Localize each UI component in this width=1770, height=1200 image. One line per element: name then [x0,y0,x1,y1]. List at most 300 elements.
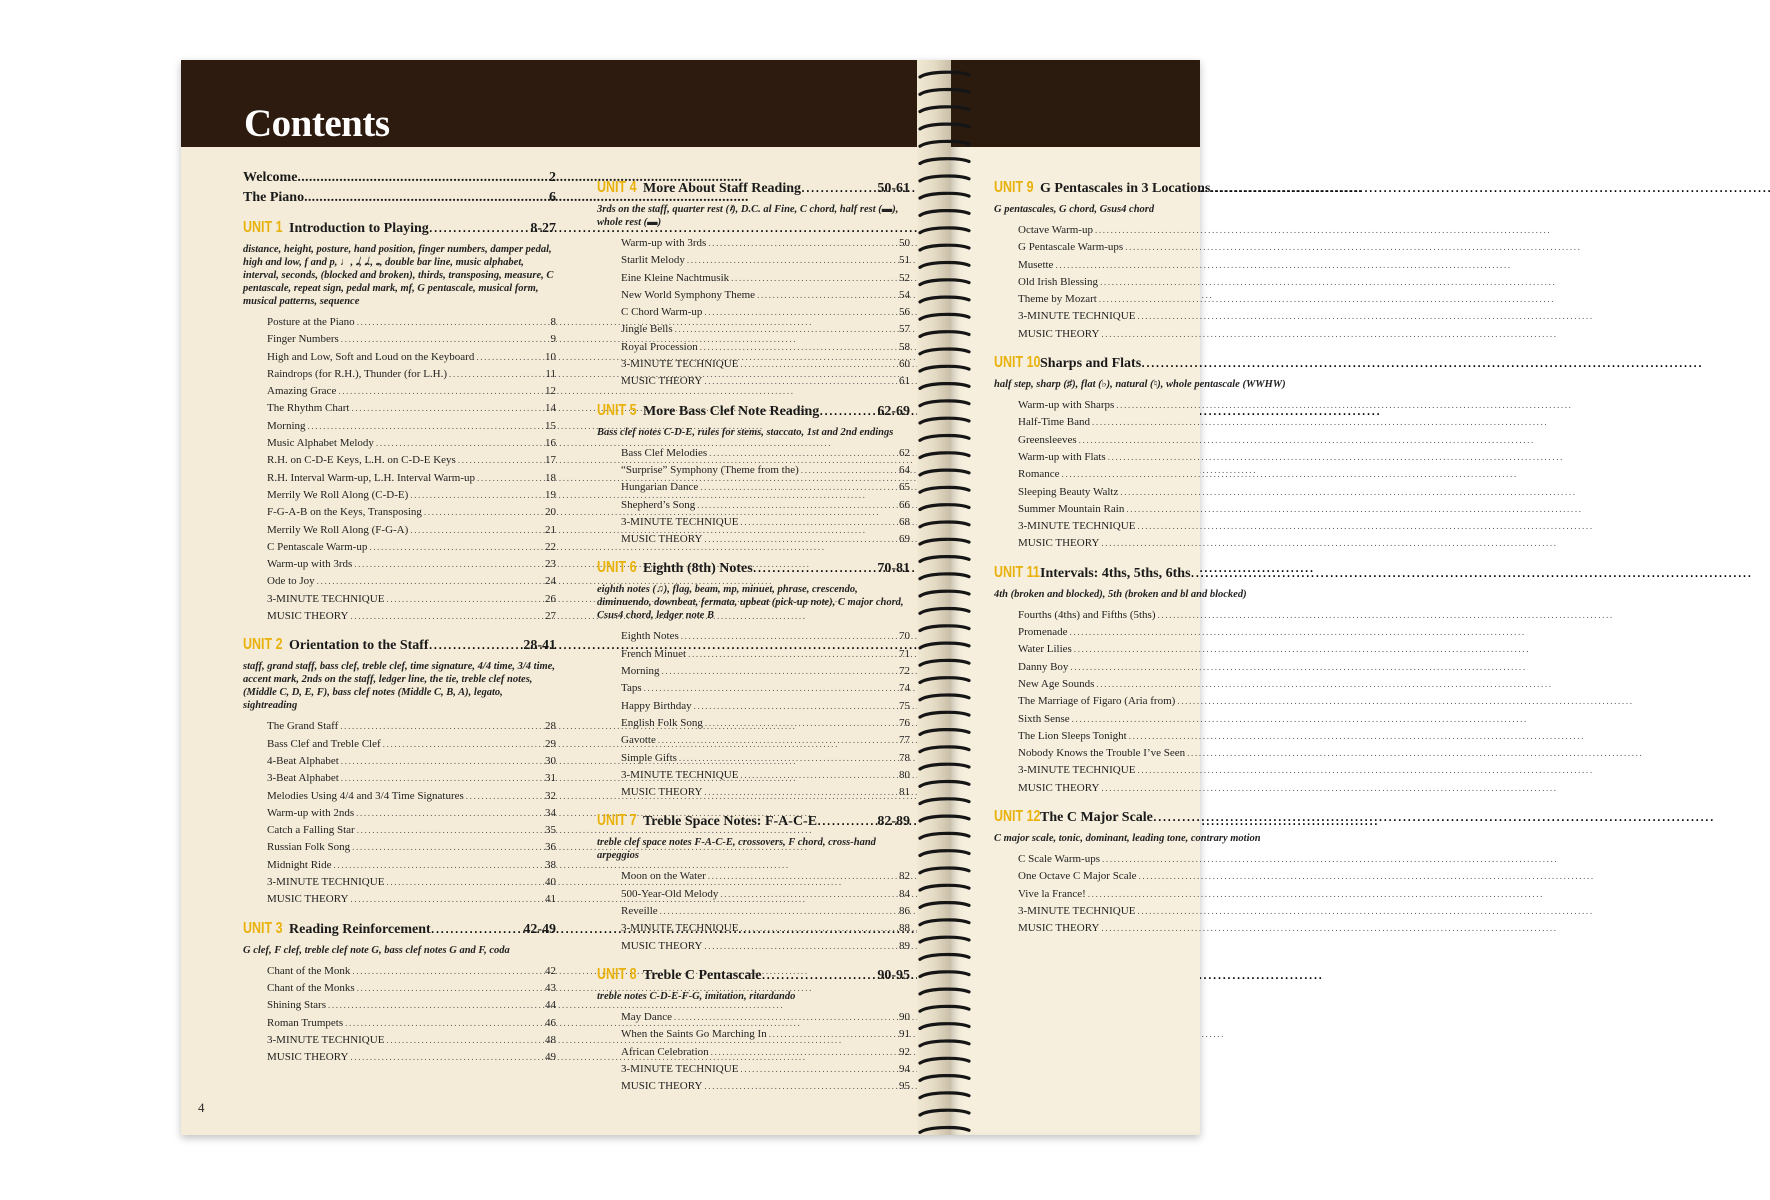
contents-item[interactable] [1018,695,1324,712]
contents-item[interactable] [1018,713,1324,730]
item-title: Warm-up with Flats [1018,450,1106,463]
spiral-binding [917,60,977,1135]
contents-item[interactable] [267,558,556,575]
unit-heading[interactable] [994,354,1324,376]
dot-leader [718,889,899,899]
unit-pages: 8-27 [530,221,556,236]
contents-item[interactable] [1018,678,1324,695]
dot-leader [1100,854,1324,864]
item-title: Bass Clef and Treble Clef [267,737,381,750]
item-title: MUSIC THEORY [267,1051,349,1064]
contents-item[interactable] [267,524,556,541]
dot-leader [384,594,545,604]
dot-leader [801,179,877,197]
item-title: 3-Beat Alphabet [267,772,339,785]
contents-item[interactable] [621,665,910,682]
dot-leader [761,966,877,984]
item-page: 62 [899,446,910,459]
dot-leader [1072,644,1324,654]
contents-item[interactable] [621,323,910,340]
dot-leader [695,500,899,510]
contents-item[interactable] [267,454,556,471]
spiral-coil [920,972,969,977]
contents-item[interactable] [621,1063,910,1080]
item-page: 27 [545,610,556,623]
dot-leader [1098,277,1324,287]
item-page: 18 [545,471,556,484]
spiral-coil [920,1024,969,1029]
item-page: 89 [899,939,910,952]
item-title: MUSIC THEORY [621,939,703,952]
item-title: MUSIC THEORY [621,533,703,546]
contents-item[interactable] [267,368,556,385]
dot-leader [348,894,545,904]
contents-item[interactable] [1018,764,1324,781]
spiral-coil [920,193,969,198]
item-title: Warm-up with 3rds [621,237,707,249]
contents-item[interactable] [267,333,556,350]
top-entry[interactable] [243,170,556,190]
contents-item[interactable] [1018,224,1324,241]
contents-item[interactable] [1018,661,1324,678]
unit-item-list [994,399,1324,555]
item-title: African Celebration [621,1045,709,1058]
dot-leader [1068,662,1324,672]
dot-leader [1135,906,1324,916]
unit-label: UNIT 8 [597,965,637,983]
item-page: 26 [545,592,556,605]
dot-leader [315,576,545,586]
item-page: 32 [545,789,556,802]
contents-item[interactable] [267,489,556,506]
item-title: Merrily We Roll Along (F-G-A) [267,523,409,536]
contents-item[interactable] [1018,259,1324,276]
contents-item[interactable] [621,1046,910,1063]
contents-item[interactable] [1018,609,1324,626]
item-title: Sleeping Beauty Waltz [1018,485,1119,498]
contents-item[interactable] [1018,399,1324,416]
unit-title: More About Staff Reading [643,181,802,196]
contents-item[interactable] [621,499,910,516]
item-title: MUSIC THEORY [621,1080,703,1093]
spiral-coil [920,1058,969,1063]
contents-item[interactable] [1018,643,1324,660]
item-page: 60 [899,358,910,371]
dot-leader [474,352,545,362]
contents-item[interactable] [267,541,556,558]
contents-item[interactable] [1018,537,1324,554]
dot-leader [709,1047,899,1057]
item-title: 3-MINUTE TECHNIQUE [621,922,739,935]
spiral-coil [920,228,969,233]
right-header-band [951,60,1200,147]
dot-leader [456,455,545,465]
item-page: 22 [545,540,556,553]
dot-leader [348,611,545,621]
contents-item[interactable] [621,1080,910,1097]
unit-label: UNIT 7 [597,812,637,830]
item-page: 14 [545,402,556,415]
dot-leader [1086,889,1324,899]
contents-item[interactable] [1018,870,1324,887]
item-title: Moon on the Water [621,870,706,883]
unit-heading[interactable] [994,808,1324,830]
contents-item[interactable] [267,755,556,772]
contents-item[interactable] [267,772,556,789]
contents-item[interactable] [267,965,556,982]
unit-title: Orientation to the Staff [289,638,429,654]
dot-leader [679,631,899,641]
unit-pages: 42-49 [523,921,556,937]
unit-heading[interactable] [597,559,910,581]
unit-heading[interactable] [243,920,556,942]
dot-leader [1090,417,1324,427]
unit-concepts: treble clef space notes F-A-C-E, crossovers, F chord, cross-hand arpeggios [597,837,876,862]
contents-column-3 [994,170,1324,944]
item-page: 90 [899,1010,910,1023]
item-title: Gavotte [621,734,656,747]
dot-leader [1053,260,1324,270]
dot-leader [1123,242,1324,252]
dot-leader [1060,469,1324,479]
contents-item[interactable] [1018,468,1324,485]
spiral-coil [920,730,969,735]
contents-item[interactable] [621,752,910,769]
spiral-coil [920,989,969,994]
contents-item[interactable] [1018,730,1324,747]
unit-concepts: G pentascales, G chord, Gsus4 chord [994,204,1155,215]
contents-item[interactable] [621,306,910,323]
dot-leader [1099,923,1324,933]
top-entry[interactable] [243,190,556,210]
contents-item[interactable] [621,940,910,957]
spiral-coil [920,816,969,821]
spiral-coil [920,643,969,648]
contents-item[interactable] [621,922,910,939]
item-page: 41 [545,893,556,906]
contents-item[interactable] [621,237,910,254]
contents-item[interactable] [267,575,556,592]
dot-leader [1135,311,1324,321]
dot-leader [738,923,899,933]
spiral-coil [920,678,969,683]
contents-item[interactable] [621,516,910,533]
item-page: 82 [899,870,910,883]
item-page: 44 [545,999,556,1012]
contents-item[interactable] [621,682,910,699]
item-title: Russian Folk Song [267,841,351,854]
contents-item[interactable] [267,841,556,858]
item-title: Taps [621,682,642,695]
contents-item[interactable] [1018,241,1324,258]
contents-item[interactable] [1018,451,1324,468]
unit-heading[interactable] [597,179,910,201]
contents-item[interactable] [1018,486,1324,503]
contents-item[interactable] [1018,416,1324,433]
dot-leader [702,376,899,386]
contents-item[interactable] [1018,888,1324,905]
dot-leader [1135,765,1324,775]
unit-heading[interactable] [994,179,1324,201]
spiral-coil [920,920,969,925]
unit-label: UNIT 11 [994,563,1040,581]
item-title: Morning [267,419,306,432]
item-page: 86 [899,905,910,918]
item-title: Catch a Falling Star [267,824,355,837]
item-page: 30 [545,754,556,767]
dot-leader [306,421,546,431]
unit-pages: 70-81 [877,561,910,577]
page-title: Contents [244,102,390,145]
unit-heading[interactable] [243,219,556,241]
item-page: 69 [899,533,910,546]
dot-leader [1114,400,1324,410]
dot-leader [431,920,524,938]
item-title: MUSIC THEORY [1018,327,1100,340]
spiral-coil [920,1093,969,1098]
dot-leader [1153,808,1324,826]
contents-item[interactable] [1018,922,1324,939]
item-title: Romance [1018,468,1060,481]
item-page: 80 [899,768,910,781]
contents-item[interactable] [621,375,910,392]
item-title: High and Low, Soft and Loud on the Keyboard [267,350,475,363]
item-page: 28 [545,720,556,733]
dot-leader [1093,225,1324,235]
contents-item[interactable] [267,738,556,755]
contents-item[interactable] [1018,853,1324,870]
contents-item[interactable] [621,786,910,803]
contents-item[interactable] [621,447,910,464]
spiral-coil [920,72,969,77]
spiral-coil [920,1128,969,1133]
contents-item[interactable] [267,437,556,454]
item-title: Vive la France! [1018,887,1086,900]
item-title: Shining Stars [267,999,326,1012]
unit-concepts: treble notes C-D-E-F-G, imitation, ritardando [597,990,796,1002]
contents-item[interactable] [621,870,910,887]
top-entry-title: Welcome [243,170,298,185]
item-title: Raindrops (for R.H.), Thunder (for L.H.) [267,367,448,380]
unit-title: Treble C Pentascale [643,967,762,983]
contents-item[interactable] [621,289,910,306]
unit-heading[interactable] [994,564,1324,586]
contents-item[interactable] [267,790,556,807]
item-page: 74 [899,682,910,695]
unit-pages: 50-61 [877,181,910,196]
page-number: 4 [198,1100,205,1115]
item-page: 57 [899,323,910,336]
contents-item[interactable] [1018,434,1324,451]
contents-item[interactable] [267,420,556,437]
dot-leader [1099,783,1324,793]
contents-item[interactable] [267,506,556,523]
item-title: Octave Warm-up [1018,224,1093,236]
dot-leader [475,473,545,483]
contents-item[interactable] [1018,520,1324,537]
contents-item[interactable] [621,481,910,498]
contents-item[interactable] [621,905,910,922]
item-title: Sixth Sense [1018,712,1070,725]
spiral-coil-graphic [917,60,977,1135]
dot-leader [1137,871,1324,881]
spiral-coil [920,263,969,268]
item-page: 31 [545,772,556,785]
contents-item[interactable] [1018,276,1324,293]
contents-item[interactable] [621,700,910,717]
unit-concepts: 4th (broken and blocked), 5th (broken and bl and blocked) [994,588,1247,600]
dot-leader [819,402,877,420]
contents-item[interactable] [1018,310,1324,327]
unit-concepts: 3rds on the staff, quarter rest (𝄽), D.C. al Fine, C chord, half rest (▬), whole rest (▬) [597,204,899,228]
item-page: 65 [899,481,910,494]
item-page: 58 [899,340,910,353]
contents-item[interactable] [267,1034,556,1051]
spiral-coil [920,297,969,302]
dot-leader [384,1035,545,1045]
unit-heading[interactable] [597,402,910,424]
contents-item[interactable] [621,1011,910,1028]
contents-column-2 [597,170,910,1101]
contents-item[interactable] [621,1028,910,1045]
contents-item[interactable] [1018,626,1324,643]
spiral-coil [920,211,969,216]
dot-leader [767,1029,899,1039]
item-title: Happy Birthday [621,699,692,712]
contents-item[interactable] [267,982,556,999]
contents-item[interactable] [267,402,556,419]
top-entry-page: 6 [549,190,556,205]
contents-item[interactable] [621,464,910,481]
item-title: Greensleeves [1018,433,1077,446]
contents-item[interactable] [267,876,556,893]
dot-leader [1127,731,1324,741]
item-title: C Chord Warm-up [621,306,703,319]
contents-item[interactable] [267,1051,556,1068]
unit-heading[interactable] [243,636,556,658]
spiral-coil [920,937,969,942]
item-page: 9 [550,333,556,346]
spiral-coil [920,764,969,769]
dot-leader [354,808,545,818]
unit-label: UNIT 4 [597,179,637,196]
dot-leader [343,1018,545,1028]
spiral-coil [920,436,969,441]
item-title: Eine Kleine Nachtmusik [621,271,730,284]
contents-item[interactable] [1018,293,1324,310]
contents-item[interactable] [267,720,556,737]
dot-leader [706,238,899,248]
contents-item[interactable] [267,593,556,610]
unit-pages: 90-95 [877,967,910,983]
spiral-coil [920,332,969,337]
dot-leader [1191,564,1324,582]
contents-item[interactable] [267,1017,556,1034]
dot-leader [1106,452,1324,462]
contents-item[interactable] [267,385,556,402]
dot-leader [658,906,899,916]
item-title: 3-MINUTE TECHNIQUE [267,876,385,889]
contents-item[interactable] [621,254,910,271]
item-page: 10 [545,350,556,363]
contents-item[interactable] [621,717,910,734]
unit-title: Reading Reinforcement [289,921,431,937]
contents-item[interactable] [267,472,556,489]
unit-concepts: Bass clef notes C-D-E, rules for stems, staccato, 1st and 2nd endings [597,426,894,438]
contents-item[interactable] [621,341,910,358]
contents-item[interactable] [267,351,556,368]
contents-item[interactable] [621,734,910,751]
dot-leader [381,739,545,749]
unit-heading[interactable] [597,812,910,834]
dot-leader [422,507,545,517]
dot-leader [1141,354,1324,372]
item-page: 91 [899,1028,910,1041]
spiral-coil [920,557,969,562]
unit-label: UNIT 10 [994,354,1041,372]
contents-item[interactable] [267,610,556,627]
contents-item[interactable] [1018,328,1324,345]
contents-item[interactable] [621,358,910,375]
dot-leader [672,1012,899,1022]
contents-item[interactable] [621,533,910,550]
contents-item[interactable] [267,316,556,333]
dot-leader [738,517,899,527]
contents-item[interactable] [267,893,556,910]
unit-heading[interactable] [597,966,910,988]
spiral-coil [920,384,969,389]
contents-item[interactable] [1018,503,1324,520]
contents-item[interactable] [267,859,556,876]
unit-item-list [597,447,910,551]
contents-item[interactable] [267,824,556,841]
dot-leader [1118,487,1324,497]
dot-leader [656,735,899,745]
item-page: 34 [545,806,556,819]
item-title: Starlit Melody [621,254,685,267]
spiral-coil [920,1041,969,1046]
contents-item[interactable] [621,648,910,665]
dot-leader [702,787,899,797]
item-title: Fourths (4ths) and Fifths (5ths) [1018,608,1156,621]
item-title: New World Symphony Theme [621,288,756,301]
item-title: MUSIC THEORY [1018,781,1100,794]
unit-label: UNIT 2 [243,636,283,654]
contents-item[interactable] [267,807,556,824]
spiral-coil [920,487,969,492]
contents-item[interactable] [621,769,910,786]
contents-item[interactable] [621,272,910,289]
book-spread [181,60,1286,1135]
contents-item[interactable] [1018,905,1324,922]
unit-item-list [243,720,556,910]
item-title: F-G-A-B on the Keys, Transposing [267,506,422,519]
item-title: Half-Time Band [1018,416,1091,429]
contents-item[interactable] [1018,782,1324,799]
dot-leader [338,721,545,731]
contents-item[interactable] [621,630,910,647]
top-entry-title: The Piano [243,190,305,205]
contents-item[interactable] [1018,747,1324,764]
item-title: Old Irish Blessing [1018,275,1099,288]
dot-leader [738,1064,899,1074]
contents-item[interactable] [621,888,910,905]
item-title: The Rhythm Chart [267,402,350,415]
contents-item[interactable] [267,999,556,1016]
item-page: 38 [545,858,556,871]
spiral-coil [920,141,969,146]
item-page: 24 [545,575,556,588]
